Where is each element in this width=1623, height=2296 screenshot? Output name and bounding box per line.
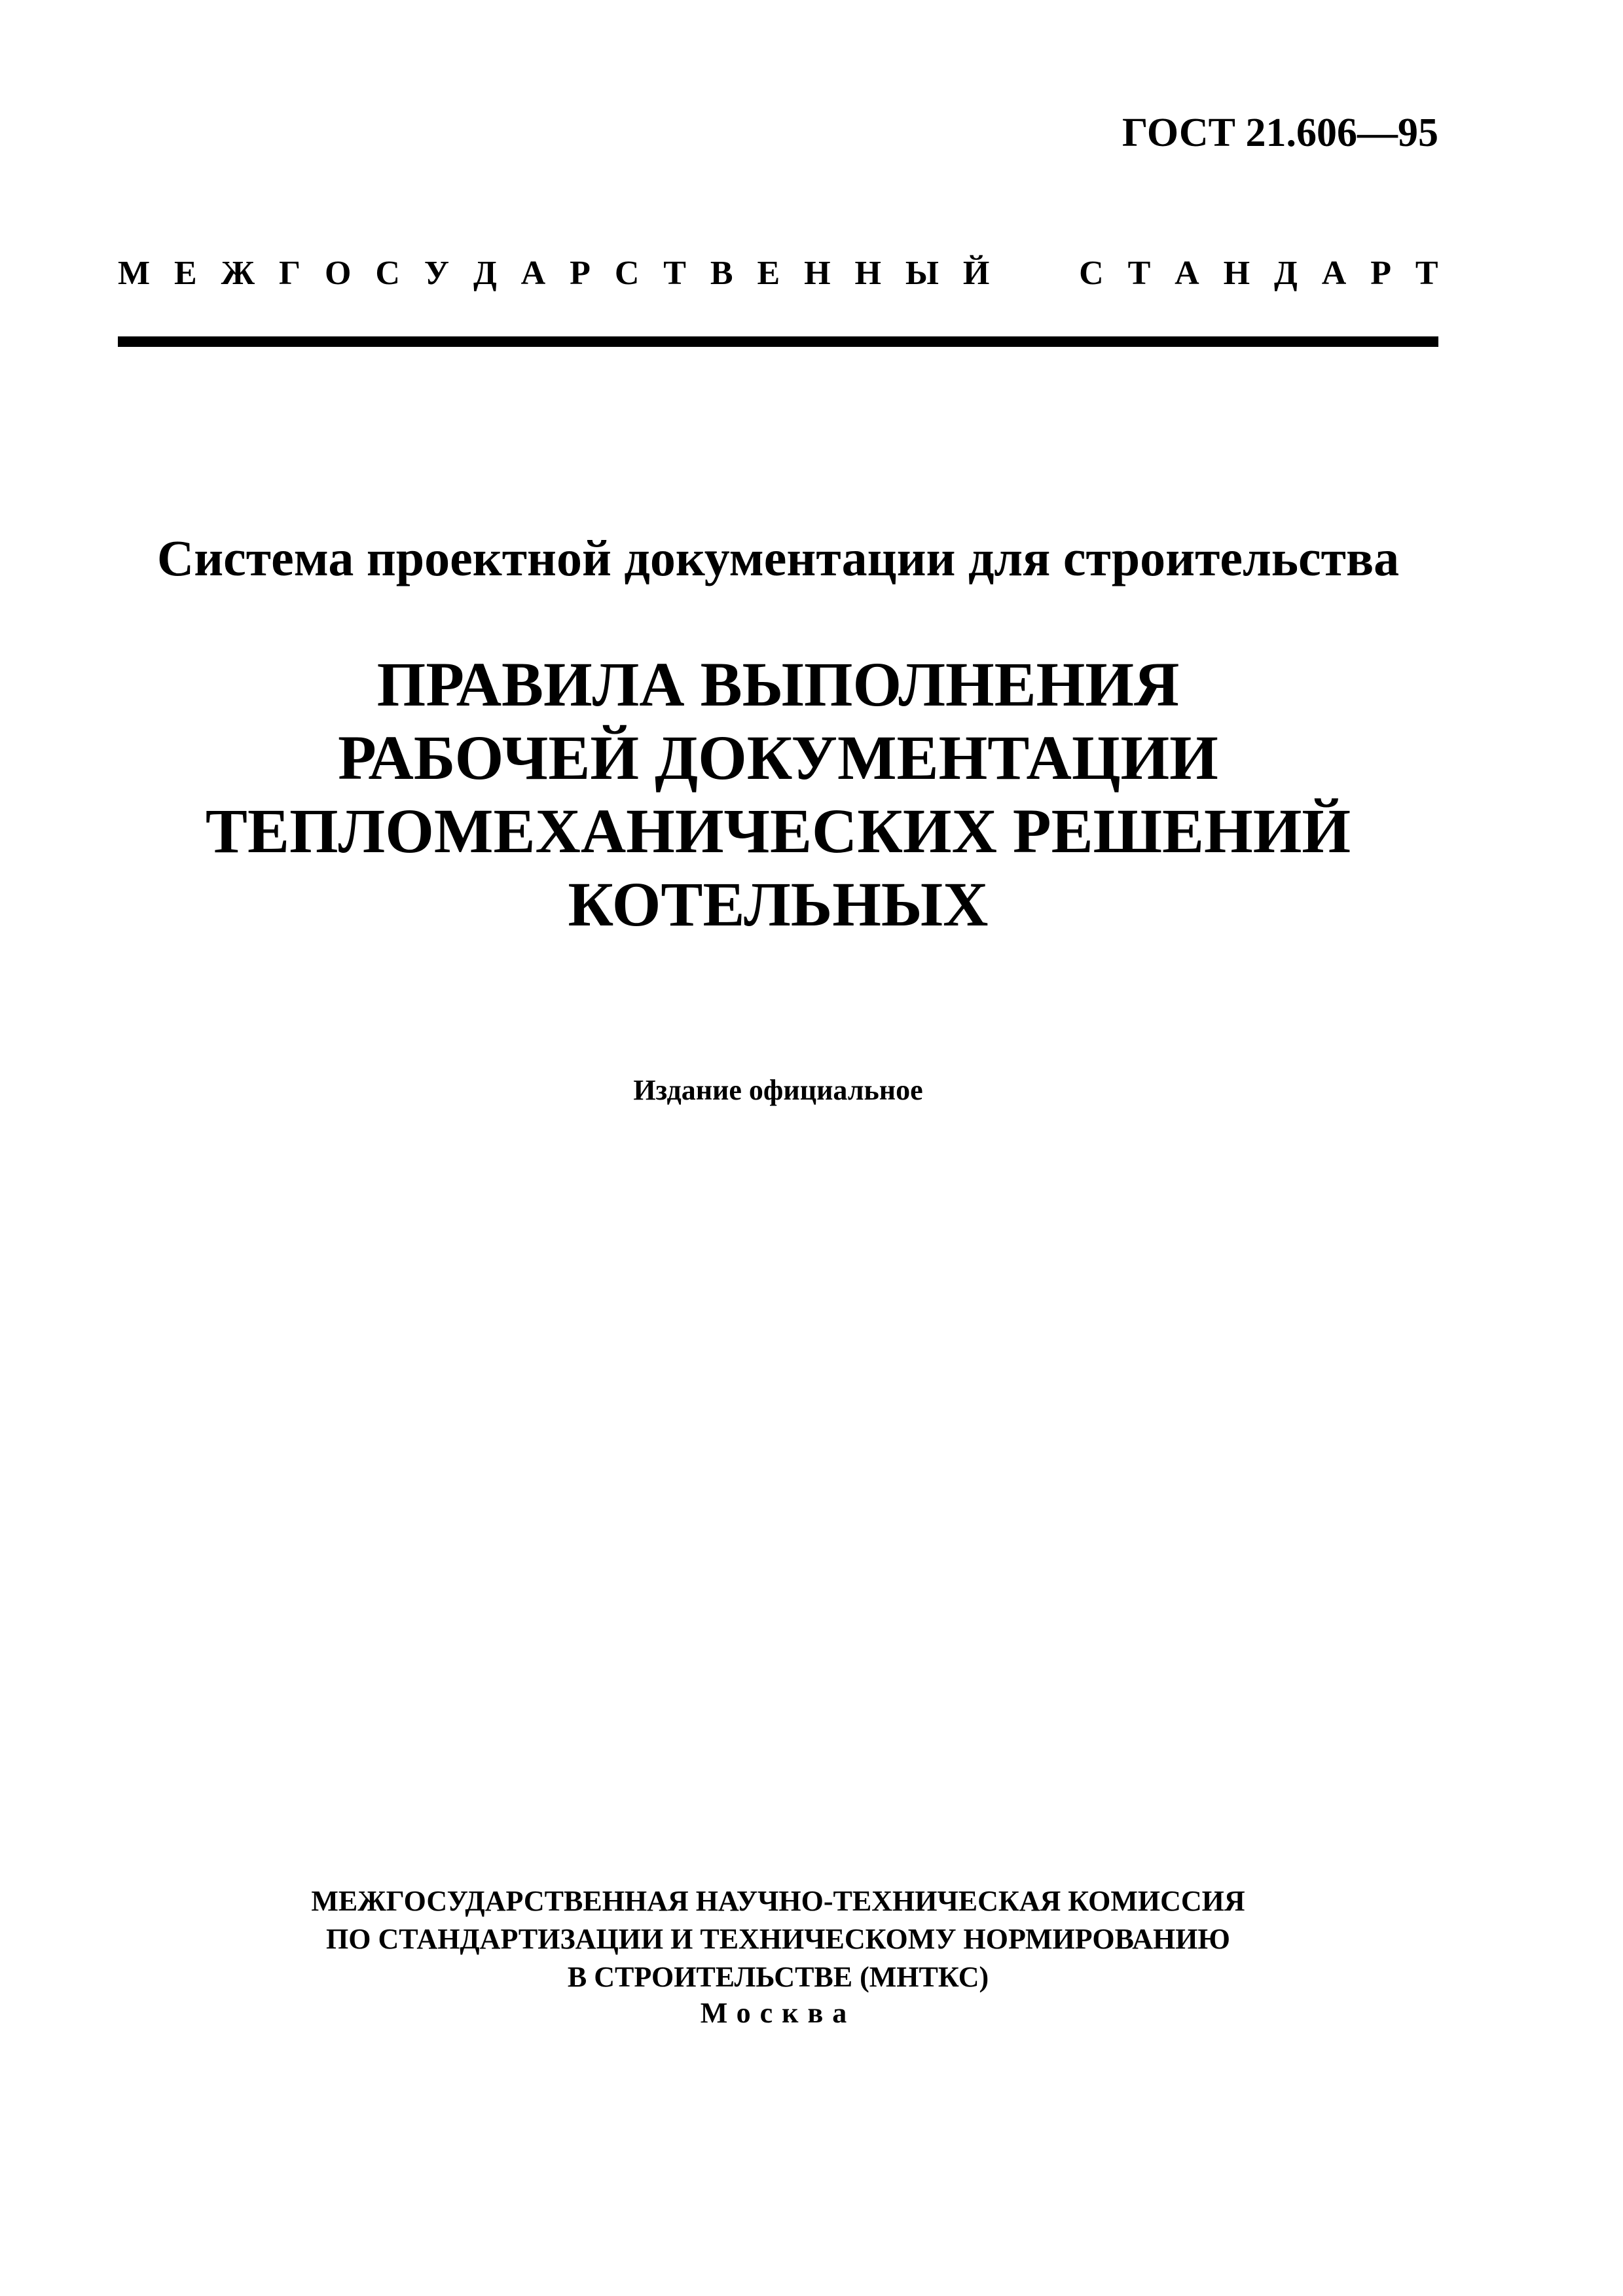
standard-type-letter: Д [473, 255, 497, 292]
main-title-line: ТЕПЛОМЕХАНИЧЕСКИХ РЕШЕНИЙ [205, 796, 1351, 866]
standard-type-letter: Е [174, 255, 197, 292]
document-number: ГОСТ 21.606—95 [1122, 111, 1438, 155]
standard-type-letter: Т [1127, 255, 1151, 292]
standard-type-letter: Д [1274, 255, 1298, 292]
standard-type-letter: Й [962, 255, 990, 292]
publication-city: Москва [700, 1997, 856, 2029]
publisher-line: МЕЖГОСУДАРСТВЕННАЯ НАУЧНО-ТЕХНИЧЕСКАЯ КОМИССИЯ [311, 1885, 1245, 1917]
standard-type-letter: У [424, 255, 450, 292]
standard-type-letter: В [710, 255, 733, 292]
system-title: Система проектной документации для строительства [156, 529, 1400, 586]
edition-label: Издание официальное [633, 1074, 923, 1106]
standard-type-letter: Н [854, 255, 881, 292]
main-title-line: КОТЕЛЬНЫХ [568, 869, 989, 939]
standard-type-letter: А [1321, 255, 1347, 292]
standard-type-letter: А [1175, 255, 1199, 292]
standard-type-letter: Р [1370, 255, 1391, 292]
standard-type-letter: Ж [221, 255, 255, 292]
standard-type-letter: М [118, 255, 151, 292]
standard-type-letter: Н [804, 255, 831, 292]
standard-type-heading [118, 257, 1438, 291]
standard-type-letter: Е [757, 255, 780, 292]
standard-type-letter: Р [570, 255, 591, 292]
header-divider [118, 336, 1438, 347]
publisher-line: ПО СТАНДАРТИЗАЦИИ И ТЕХНИЧЕСКОМУ НОРМИРОВАНИЮ [326, 1923, 1230, 1955]
standard-type-letter: С [614, 255, 640, 292]
publisher-line: В СТРОИТЕЛЬСТВЕ (МНТКС) [567, 1961, 989, 1993]
standard-type-letter: Н [1223, 255, 1250, 292]
standard-type-letter: Т [1415, 255, 1438, 292]
main-title-line: ПРАВИЛА ВЫПОЛНЕНИЯ [376, 649, 1180, 719]
main-title-line: РАБОЧЕЙ ДОКУМЕНТАЦИИ [338, 723, 1218, 793]
standard-type-letter: Ы [905, 255, 939, 292]
standard-type-letter: С [375, 255, 400, 292]
standard-type-letter: Т [663, 255, 686, 292]
word-gap [1013, 257, 1022, 291]
standard-type-letter: А [520, 255, 546, 292]
main-title [118, 648, 1438, 941]
publisher-block [118, 1882, 1438, 1996]
standard-type-letter: С [1079, 255, 1104, 292]
standard-type-letter: О [324, 255, 352, 292]
standard-type-letter: Г [278, 255, 301, 292]
word-gap [1046, 257, 1055, 291]
